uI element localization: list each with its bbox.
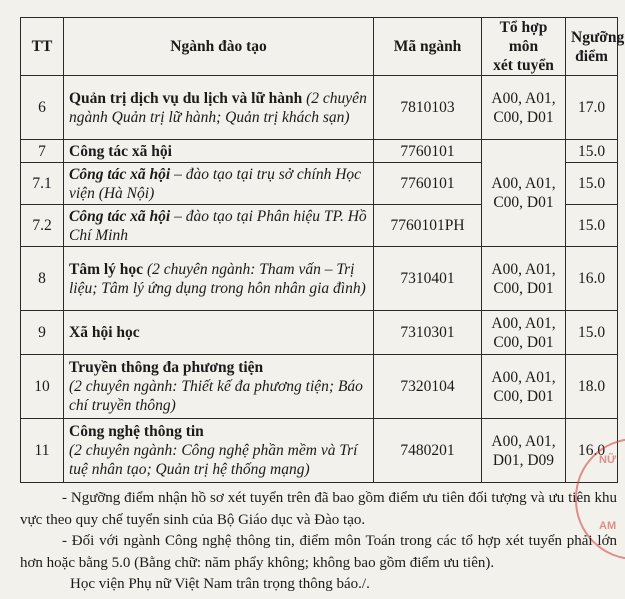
table-row xyxy=(21,76,618,140)
table-row xyxy=(21,247,618,311)
cell-score: 17.0 xyxy=(566,76,618,140)
table-row xyxy=(21,355,618,419)
cell-score: 15.0 xyxy=(566,163,618,205)
cell-score: 15.0 xyxy=(566,311,618,355)
cell-major: Công nghệ thông tin (2 chuyên ngành: Công nghệ phần mềm và Trí tuệ nhân tạo; Quản trị hệ thống mạng) xyxy=(64,419,374,483)
table-row xyxy=(21,311,618,355)
cell-code: 7310401 xyxy=(374,247,482,311)
cell-major: Xã hội học xyxy=(64,311,374,355)
header-combo: Tổ hợp môn xét tuyển xyxy=(482,18,566,76)
cell-code: 7760101 xyxy=(374,140,482,163)
cell-score: 18.0 xyxy=(566,355,618,419)
cell-tt: 8 xyxy=(21,247,64,311)
cell-tt: 9 xyxy=(21,311,64,355)
notes-section xyxy=(20,488,617,596)
cell-score: 15.0 xyxy=(566,140,618,163)
cell-combo: A00, A01, C00, D01 xyxy=(482,76,566,140)
cell-major: Truyền thông đa phương tiện (2 chuyên ngành: Thiết kế đa phương tiện; Báo chí truyền thông) xyxy=(64,355,374,419)
cell-major: Công tác xã hội – đào tạo tại trụ sở chính Học viện (Hà Nội) xyxy=(64,163,374,205)
seal-text: NỮ xyxy=(599,454,617,466)
note-priority: - Ngưỡng điểm nhận hồ sơ xét tuyển trên đã bao gồm điểm ưu tiên đối tượng và ưu tiên khu vực theo quy chế tuyển sinh của Bộ Giáo dục và Đào tạo. xyxy=(20,490,617,528)
cell-major: Công tác xã hội – đào tạo tại Phân hiệu TP. Hồ Chí Minh xyxy=(64,205,374,247)
header-tt: TT xyxy=(21,18,64,76)
table-row xyxy=(21,419,618,483)
admission-score-table xyxy=(20,17,625,483)
cell-tt: 10 xyxy=(21,355,64,419)
cell-score: 16.0 xyxy=(566,419,618,483)
cell-tt: 7.2 xyxy=(21,205,64,247)
cell-major: Công tác xã hội xyxy=(64,140,374,163)
cell-major: Tâm lý học (2 chuyên ngành: Tham vấn – Trị liệu; Tâm lý ứng dụng trong hôn nhân gia đình) xyxy=(64,247,374,311)
cell-score: 16.0 xyxy=(566,247,618,311)
table-header-row xyxy=(21,18,618,76)
seal-text: AM xyxy=(599,520,617,532)
cell-score: 15.0 xyxy=(566,205,618,247)
cell-code: 7760101PH xyxy=(374,205,482,247)
note-it-math: - Đối với ngành Công nghệ thông tin, điểm môn Toán trong các tổ hợp xét tuyển phải lớn hơn hoặc bằng 5.0 (Bằng chữ: năm phẩy không; không bao gồm điểm ưu tiên). xyxy=(20,533,617,571)
cell-combo: A00, A01, C00, D01 xyxy=(482,311,566,355)
cell-tt: 6 xyxy=(21,76,64,140)
header-score: Ngưỡng điểm xyxy=(566,18,618,76)
cell-major: Quản trị dịch vụ du lịch và lữ hành (2 chuyên ngành Quản trị lữ hành; Quản trị khách sạn) xyxy=(64,76,374,140)
cell-code: 7810103 xyxy=(374,76,482,140)
cell-combo: A00, A01, C00, D01 xyxy=(482,247,566,311)
table-row xyxy=(21,140,618,163)
cell-combo-merged: A00, A01, C00, D01 xyxy=(482,140,566,247)
cell-tt: 7 xyxy=(21,140,64,163)
header-code: Mã ngành xyxy=(374,18,482,76)
cell-code: 7310301 xyxy=(374,311,482,355)
cell-tt: 11 xyxy=(21,419,64,483)
cell-code: 7760101 xyxy=(374,163,482,205)
cell-code: 7320104 xyxy=(374,355,482,419)
cell-code: 7480201 xyxy=(374,419,482,483)
header-major: Ngành đào tạo xyxy=(64,18,374,76)
cell-tt: 7.1 xyxy=(21,163,64,205)
cell-combo: A00, A01, D01, D09 xyxy=(482,419,566,483)
cell-combo: A00, A01, C00, D01 xyxy=(482,355,566,419)
closing-line: Học viện Phụ nữ Việt Nam trân trọng thông báo./. xyxy=(70,576,370,592)
